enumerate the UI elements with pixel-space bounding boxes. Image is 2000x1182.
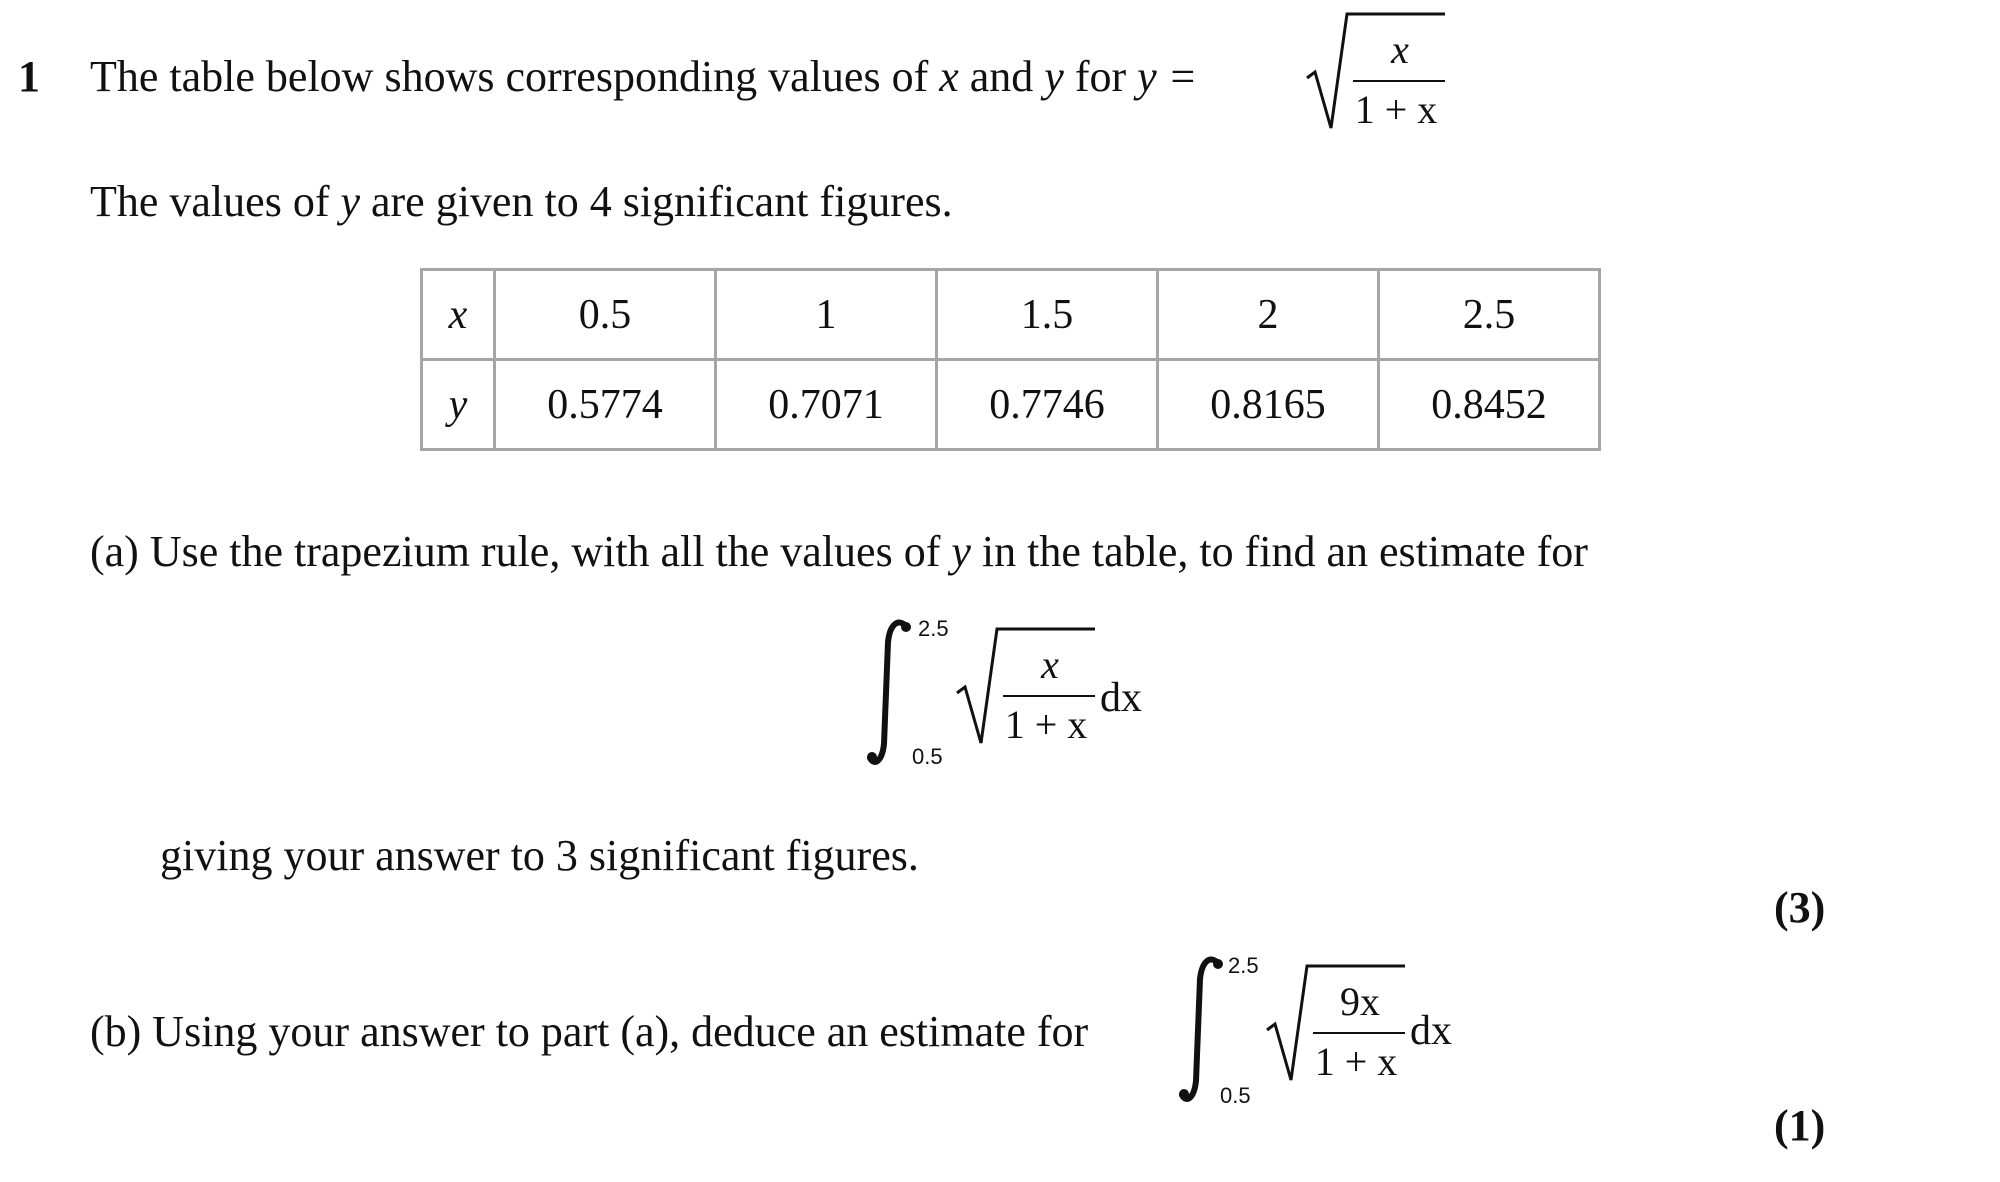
part-a-dx: dx (1100, 675, 1142, 721)
part-b-denominator-text: 1 + x (1314, 1039, 1398, 1084)
intro-fraction-bar (1353, 80, 1445, 82)
part-a-denominator-text: 1 + x (1004, 702, 1088, 747)
intro-and: and (958, 52, 1045, 101)
table-cell-x-2: 1 (716, 270, 937, 360)
intro-for: for (1063, 52, 1138, 101)
sig-suffix: are given to 4 significant figures. (360, 177, 953, 226)
part-a-prefix: (a) Use the trapezium rule, with all the values of (90, 527, 952, 576)
table-cell-x-4: 2 (1158, 270, 1379, 360)
part-b-instruction: (b) Using your answer to part (a), deduce an estimate for (90, 1007, 1089, 1056)
intro-denominator (1341, 87, 1451, 132)
table-cell-y-3: 0.7746 (937, 360, 1158, 450)
part-b-numerator-text: 9x (1340, 979, 1380, 1024)
part-b-dx: dx (1410, 1008, 1452, 1054)
part-b-lower-limit: 0.5 (1220, 1083, 1251, 1108)
y-equals: y = (1137, 52, 1198, 101)
part-a-upper-limit: 2.5 (918, 616, 949, 641)
part-b-denominator (1301, 1039, 1411, 1084)
part-b-upper-limit: 2.5 (1228, 953, 1259, 978)
intro-prefix: The table below shows corresponding values of (90, 52, 940, 101)
part-a-denominator (991, 702, 1101, 747)
table-header-x: x (422, 270, 495, 360)
intro-var-y: y (1044, 52, 1064, 101)
intro-sqrt-fraction (1305, 10, 1445, 130)
sig-var-y: y (340, 177, 360, 226)
part-a-var-y: y (951, 527, 971, 576)
part-a-sqrt-fraction (955, 625, 1095, 745)
part-a-integral-sign-icon (868, 618, 918, 773)
table-cell-y-4: 0.8165 (1158, 360, 1379, 450)
part-b-fraction-bar (1313, 1032, 1405, 1034)
part-a-closing: giving your answer to 3 significant figures. (160, 831, 919, 880)
table-cell-x-1: 0.5 (495, 270, 716, 360)
question-intro (90, 52, 1198, 101)
table-cell-y-1: 0.5774 (495, 360, 716, 450)
part-a-suffix: in the table, to find an estimate for (970, 527, 1588, 576)
table-cell-x-5: 2.5 (1379, 270, 1600, 360)
part-b-marks: (1) (1774, 1101, 1826, 1150)
intro-var-x: x (939, 52, 959, 101)
sig-fig-note (90, 177, 953, 226)
part-a-fraction-bar (1003, 695, 1095, 697)
table-row-x (422, 270, 1600, 360)
values-table (420, 268, 1601, 451)
part-a-numerator: x (1041, 642, 1059, 687)
table-header-y: y (422, 360, 495, 450)
table-cell-y-5: 0.8452 (1379, 360, 1600, 450)
table-cell-y-2: 0.7071 (716, 360, 937, 450)
part-a-lower-limit: 0.5 (912, 744, 943, 769)
intro-numerator: x (1391, 27, 1409, 72)
part-a-marks: (3) (1774, 883, 1826, 932)
intro-denominator-text: 1 + x (1354, 87, 1438, 132)
part-b-sqrt-fraction (1265, 962, 1405, 1082)
part-a-instruction (90, 527, 1588, 576)
table-row-y (422, 360, 1600, 450)
sig-prefix: The values of (90, 177, 341, 226)
table-cell-x-3: 1.5 (937, 270, 1158, 360)
question-number: 1 (18, 52, 40, 101)
part-b-numerator (1320, 979, 1400, 1024)
